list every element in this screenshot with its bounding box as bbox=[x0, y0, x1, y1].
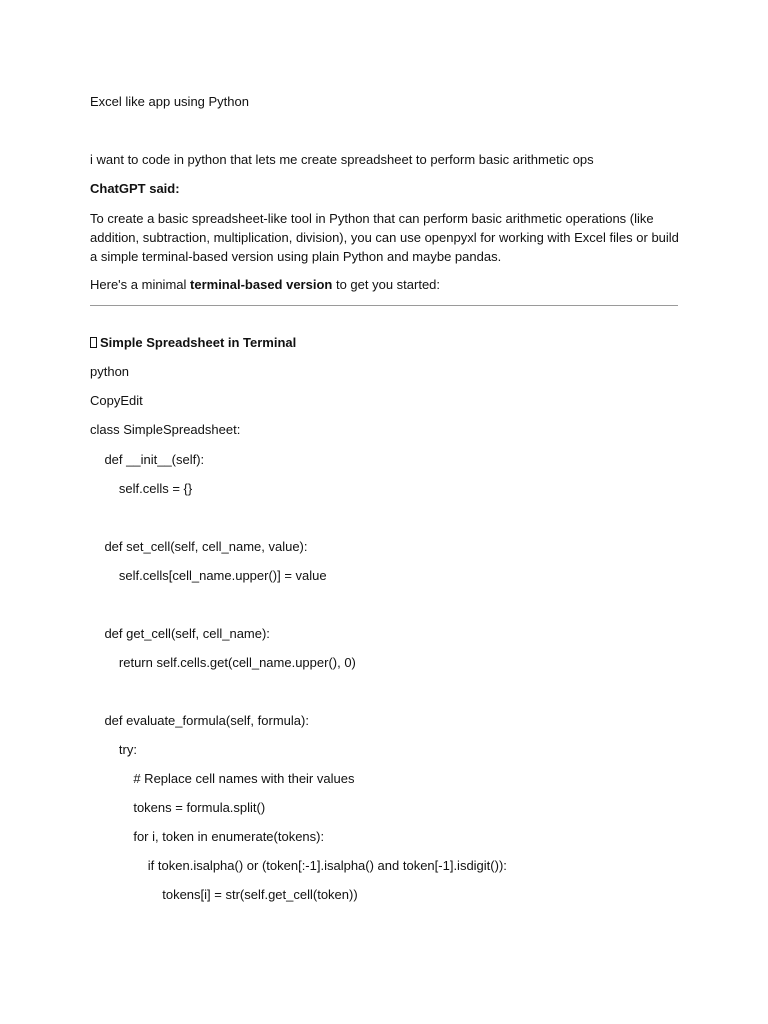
lead-sentence bbox=[90, 276, 440, 295]
code-line: return self.cells.get(cell_name.upper(), 0) bbox=[90, 655, 356, 670]
code-line: # Replace cell names with their values bbox=[90, 771, 355, 786]
missing-glyph-icon bbox=[90, 337, 97, 348]
code-line: tokens = formula.split() bbox=[90, 800, 266, 815]
lead-text-bold: terminal-based version bbox=[190, 277, 333, 292]
code-line: def set_cell(self, cell_name, value): bbox=[90, 539, 308, 554]
user-prompt: i want to code in python that lets me create spreadsheet to perform basic arithmetic ops bbox=[90, 152, 594, 167]
code-line: if token.isalpha() or (token[:-1].isalpha() and token[-1].isdigit()): bbox=[90, 858, 507, 873]
section-heading bbox=[90, 334, 296, 353]
code-line: def evaluate_formula(self, formula): bbox=[90, 713, 309, 728]
code-line: tokens[i] = str(self.get_cell(token)) bbox=[90, 887, 358, 902]
document-title: Excel like app using Python bbox=[90, 94, 249, 109]
code-line: def get_cell(self, cell_name): bbox=[90, 626, 270, 641]
section-heading-text: Simple Spreadsheet in Terminal bbox=[100, 335, 297, 350]
horizontal-rule bbox=[90, 305, 678, 306]
speaker-label: ChatGPT said: bbox=[90, 181, 180, 196]
lead-text-start: Here's a minimal bbox=[90, 277, 191, 292]
code-line: for i, token in enumerate(tokens): bbox=[90, 829, 325, 844]
code-line: self.cells[cell_name.upper()] = value bbox=[90, 568, 327, 583]
code-language-label: python bbox=[90, 364, 130, 379]
code-line: def __init__(self): bbox=[90, 452, 205, 467]
copy-edit-label: CopyEdit bbox=[90, 393, 143, 408]
code-line: self.cells = {} bbox=[90, 481, 193, 496]
code-line: try: bbox=[90, 742, 137, 757]
lead-text-end: to get you started: bbox=[332, 277, 441, 292]
intro-paragraph: To create a basic spreadsheet-like tool in Python that can perform basic arithmetic operations (like addition, subtraction, multiplication, division), you can use openpyxl for working with Excel files or build a simple terminal-based version using plain Python and maybe pandas. bbox=[90, 211, 679, 264]
code-line: class SimpleSpreadsheet: bbox=[90, 422, 241, 437]
